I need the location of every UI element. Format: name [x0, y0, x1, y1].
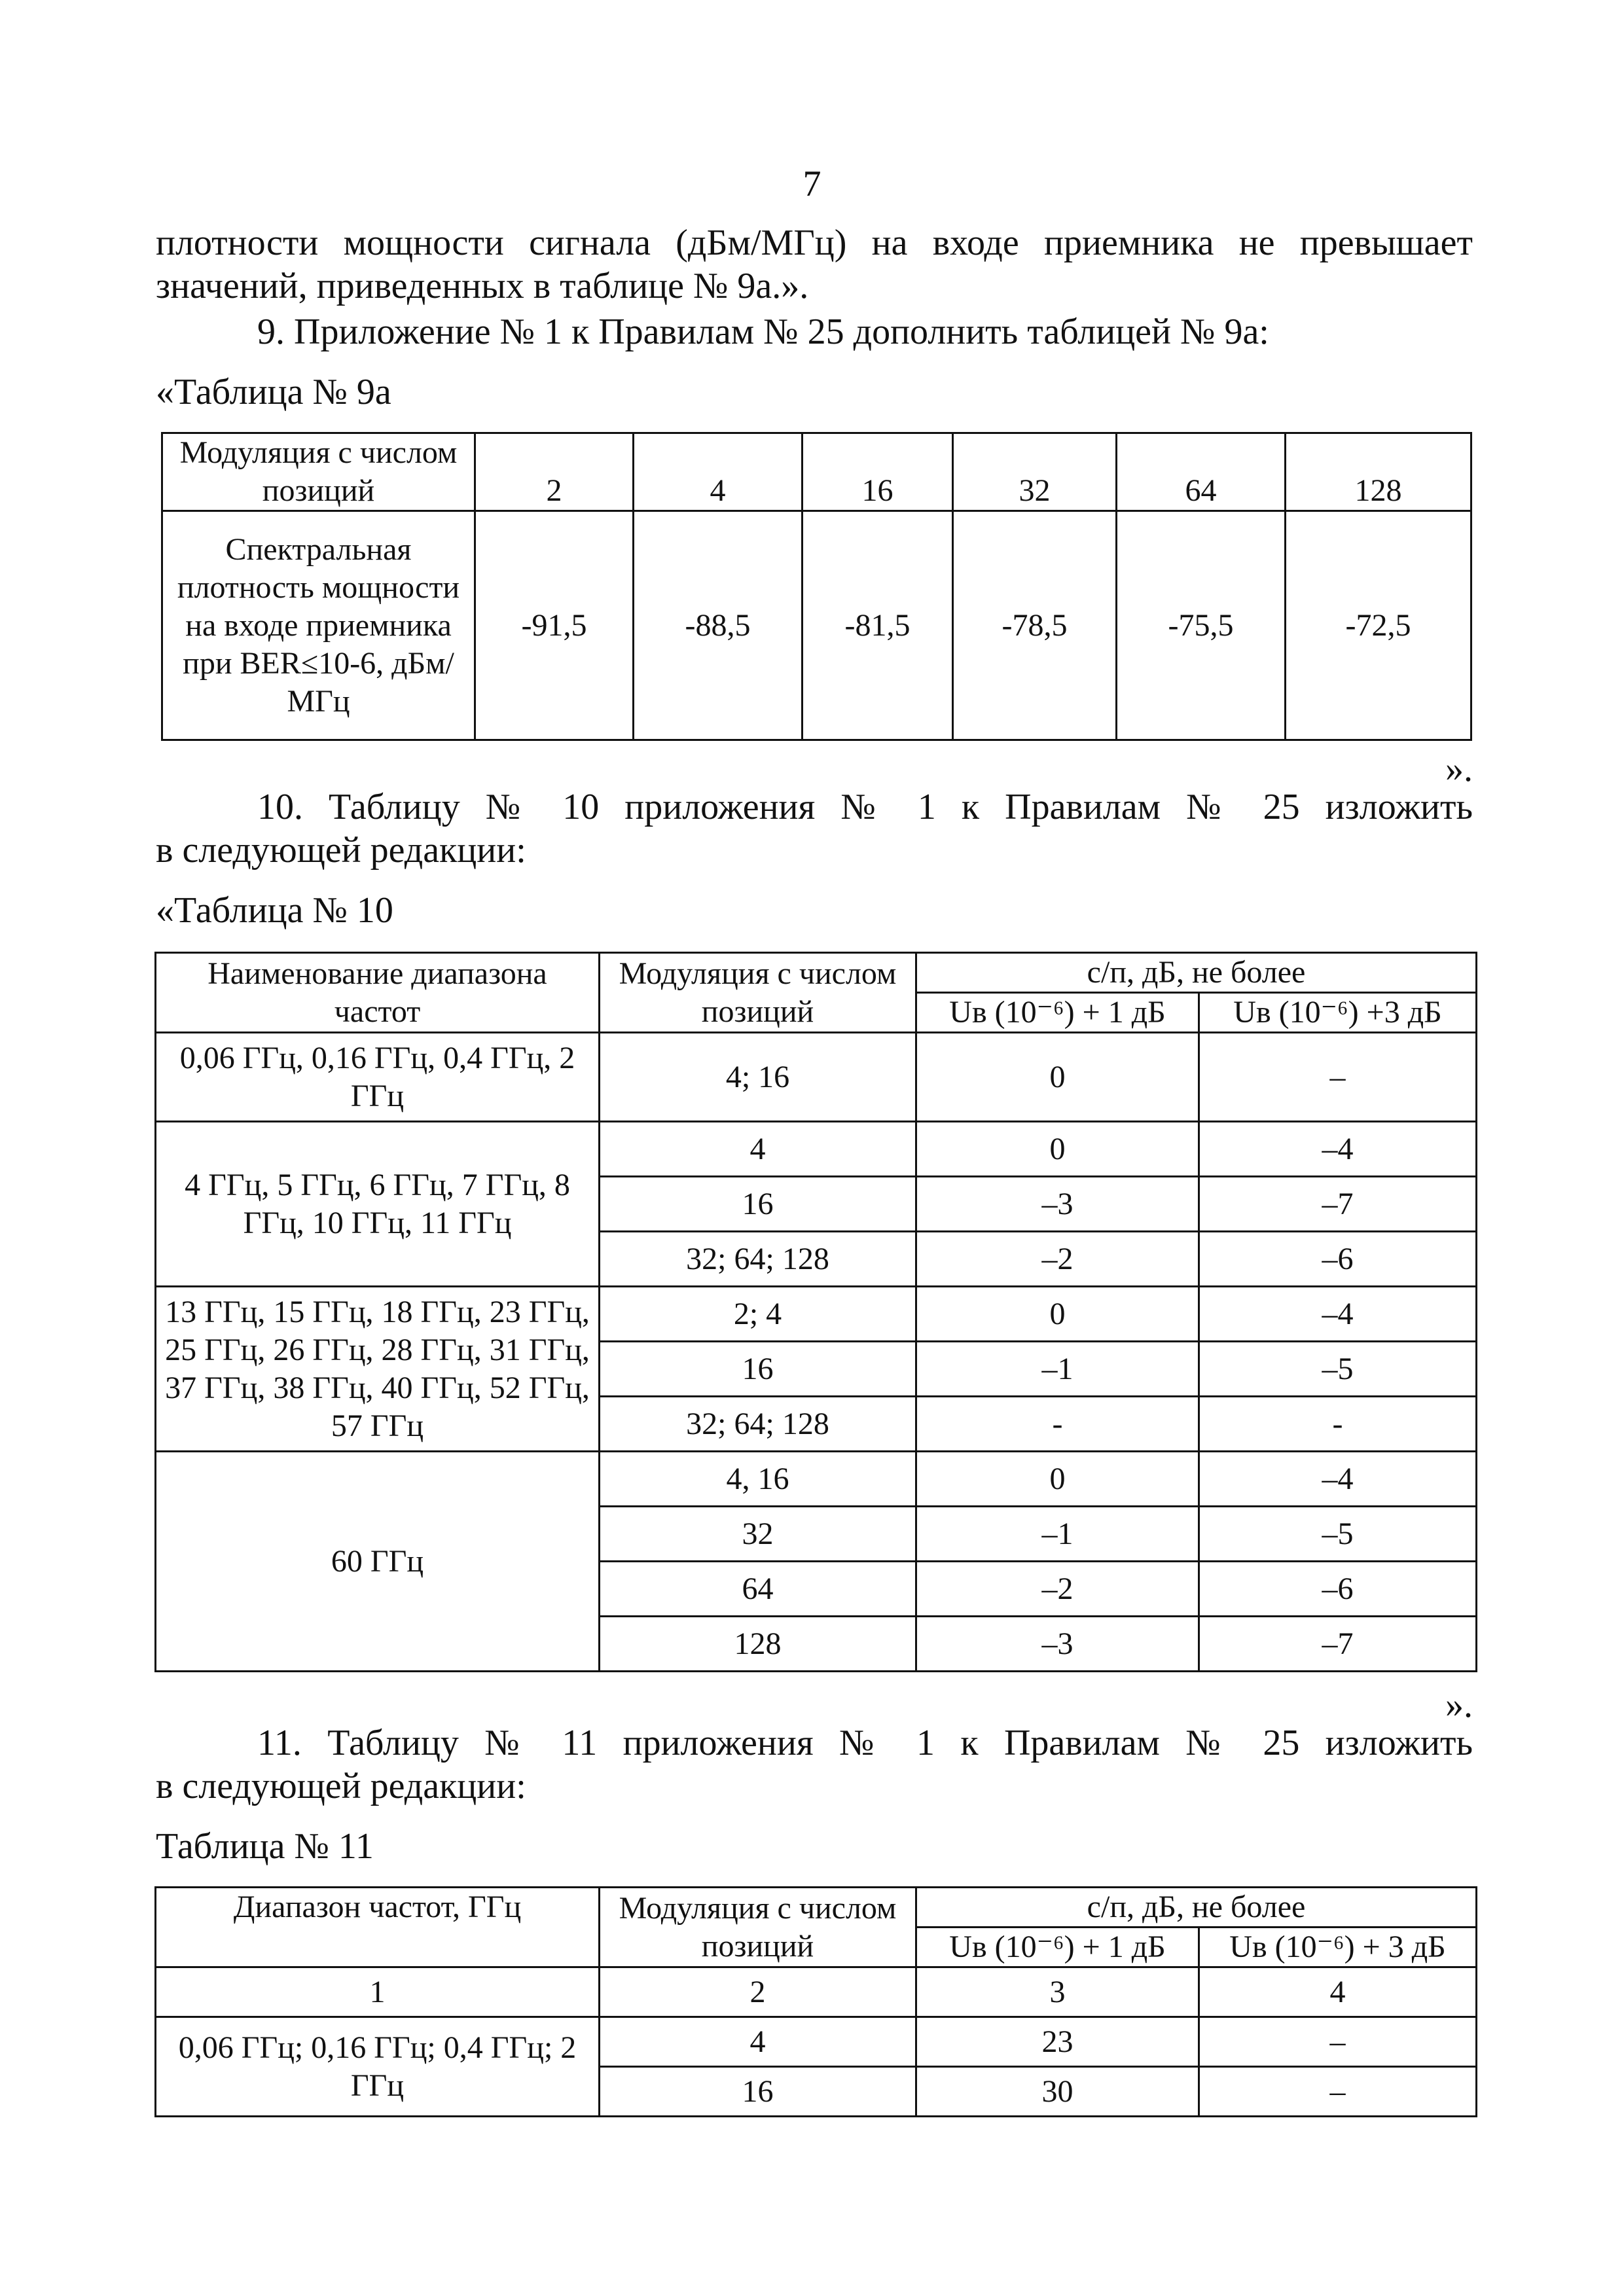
- item-10-line-1: 10. Таблицу № 10 приложения № 1 к Правилам № 25 изложить: [257, 787, 1473, 827]
- table-11-header-modulation: Модуляция с числом позиций: [600, 1888, 916, 1967]
- table-11-range-cell: 0,06 ГГц; 0,16 ГГц; 0,4 ГГц; 2 ГГц: [156, 2017, 600, 2117]
- table-9a-closing: ».: [1445, 749, 1473, 789]
- table-11-header-cn: с/п, дБ, не более: [916, 1888, 1477, 1928]
- table-10-ub1-cell: –1: [916, 1507, 1199, 1562]
- table-10-ub3-cell: –5: [1199, 1342, 1477, 1397]
- table-10-ub3-cell: -: [1199, 1397, 1477, 1452]
- table-10-ub3-cell: –7: [1199, 1177, 1477, 1232]
- table-10-modulation-cell: 32; 64; 128: [600, 1232, 916, 1287]
- table-10-ub3-cell: –: [1199, 1033, 1477, 1122]
- table-10-header-ub3: Uв (10⁻⁶) +3 дБ: [1199, 993, 1477, 1033]
- table-9a-col-128: 128: [1286, 433, 1471, 511]
- table-10-header-modulation: Модуляция с числом позиций: [600, 953, 916, 1033]
- table-10-ub1-cell: 0: [916, 1033, 1199, 1122]
- table-11-ub3-cell: –: [1199, 2017, 1477, 2067]
- item-11-line-1: 11. Таблицу № 11 приложения № 1 к Правилам № 25 изложить: [257, 1723, 1473, 1763]
- table-11-header-ub3: Uв (10⁻⁶) + 3 дБ: [1199, 1928, 1477, 1967]
- table-10-modulation-cell: 4, 16: [600, 1452, 916, 1507]
- table-10-ub3-cell: –7: [1199, 1617, 1477, 1672]
- table-9a-caption: «Таблица № 9а: [156, 372, 391, 412]
- table-10-ub1-cell: -: [916, 1397, 1199, 1452]
- table-9a-col-64: 64: [1117, 433, 1286, 511]
- paragraph-continuation-line-1: плотности мощности сигнала (дБм/МГц) на входе приемника не превышает: [156, 223, 1473, 263]
- table-10-ub1-cell: 0: [916, 1452, 1199, 1507]
- table-10-ub1-cell: 0: [916, 1287, 1199, 1342]
- table-10-modulation-cell: 16: [600, 1177, 916, 1232]
- table-10-ub1-cell: 0: [916, 1122, 1199, 1177]
- table-11-ub3-cell: –: [1199, 2067, 1477, 2117]
- table-9a: [161, 432, 1472, 741]
- table-9a-value: -88,5: [634, 511, 803, 740]
- table-9a-row-label: Спектральная плотность мощности на входе приемника при BER≤10-6, дБм/МГц: [162, 511, 475, 740]
- table-10-ub1-cell: –2: [916, 1232, 1199, 1287]
- table-9a-value: -81,5: [803, 511, 953, 740]
- table-11-ub1-cell: 30: [916, 2067, 1199, 2117]
- table-10-closing: ».: [1445, 1685, 1473, 1725]
- table-10: [154, 952, 1477, 1672]
- table-10-ub3-cell: –4: [1199, 1122, 1477, 1177]
- table-11-header-ub1: Uв (10⁻⁶) + 1 дБ: [916, 1928, 1199, 1967]
- table-10-caption: «Таблица № 10: [156, 890, 393, 931]
- paragraph-continuation-line-2: значений, приведенных в таблице № 9а.».: [156, 266, 809, 306]
- table-9a-col-16: 16: [803, 433, 953, 511]
- table-10-ub1-cell: –3: [916, 1617, 1199, 1672]
- table-10-range-cell: 13 ГГц, 15 ГГц, 18 ГГц, 23 ГГц, 25 ГГц, 26 ГГц, 28 ГГц, 31 ГГц, 37 ГГц, 38 ГГц, 40 ГГц, 52 ГГц, 57 ГГц: [156, 1287, 600, 1452]
- table-10-ub3-cell: –5: [1199, 1507, 1477, 1562]
- table-10-range-cell: 4 ГГц, 5 ГГц, 6 ГГц, 7 ГГц, 8 ГГц, 10 ГГц, 11 ГГц: [156, 1122, 600, 1287]
- table-10-ub3-cell: –4: [1199, 1452, 1477, 1507]
- table-10-ub1-cell: –2: [916, 1562, 1199, 1617]
- table-9a-col-2: 2: [475, 433, 634, 511]
- table-11-modulation-cell: 16: [600, 2067, 916, 2117]
- table-10-ub3-cell: –4: [1199, 1287, 1477, 1342]
- table-10-ub1-cell: –3: [916, 1177, 1199, 1232]
- table-10-ub3-cell: –6: [1199, 1232, 1477, 1287]
- table-11-ub1-cell: 23: [916, 2017, 1199, 2067]
- table-10-header-range: Наименование диапазона частот: [156, 953, 600, 1033]
- table-10-modulation-cell: 32: [600, 1507, 916, 1562]
- table-10-modulation-cell: 64: [600, 1562, 916, 1617]
- table-10-header-cn: с/п, дБ, не более: [916, 953, 1477, 993]
- table-11-col-number: 1: [156, 1967, 600, 2017]
- table-9a-header-label: Модуляция с числом позиций: [162, 433, 475, 511]
- table-10-modulation-cell: 4; 16: [600, 1033, 916, 1122]
- table-10-range-cell: 0,06 ГГц, 0,16 ГГц, 0,4 ГГц, 2 ГГц: [156, 1033, 600, 1122]
- table-9a-value: -78,5: [953, 511, 1117, 740]
- table-10-modulation-cell: 4: [600, 1122, 916, 1177]
- table-10-ub1-cell: –1: [916, 1342, 1199, 1397]
- item-10-line-2: в следующей редакции:: [156, 830, 526, 870]
- item-11-line-2: в следующей редакции:: [156, 1766, 526, 1806]
- table-10-header-ub1: Uв (10⁻⁶) + 1 дБ: [916, 993, 1199, 1033]
- item-9: 9. Приложение № 1 к Правилам № 25 дополнить таблицей № 9а:: [257, 312, 1269, 352]
- table-11-col-number: 3: [916, 1967, 1199, 2017]
- table-11-modulation-cell: 4: [600, 2017, 916, 2067]
- table-11: [154, 1886, 1477, 2117]
- table-9a-value: -72,5: [1286, 511, 1471, 740]
- table-9a-col-32: 32: [953, 433, 1117, 511]
- table-10-range-cell: 60 ГГц: [156, 1452, 600, 1672]
- table-10-modulation-cell: 32; 64; 128: [600, 1397, 916, 1452]
- table-10-modulation-cell: 128: [600, 1617, 916, 1672]
- table-9a-value: -75,5: [1117, 511, 1286, 740]
- page-number: 7: [803, 164, 821, 204]
- table-11-caption: Таблица № 11: [156, 1826, 374, 1867]
- table-10-modulation-cell: 2; 4: [600, 1287, 916, 1342]
- table-10-modulation-cell: 16: [600, 1342, 916, 1397]
- table-11-header-range: Диапазон частот, ГГц: [156, 1888, 600, 1967]
- table-9a-value: -91,5: [475, 511, 634, 740]
- table-10-ub3-cell: –6: [1199, 1562, 1477, 1617]
- table-9a-col-4: 4: [634, 433, 803, 511]
- table-11-col-number: 4: [1199, 1967, 1477, 2017]
- table-11-col-number: 2: [600, 1967, 916, 2017]
